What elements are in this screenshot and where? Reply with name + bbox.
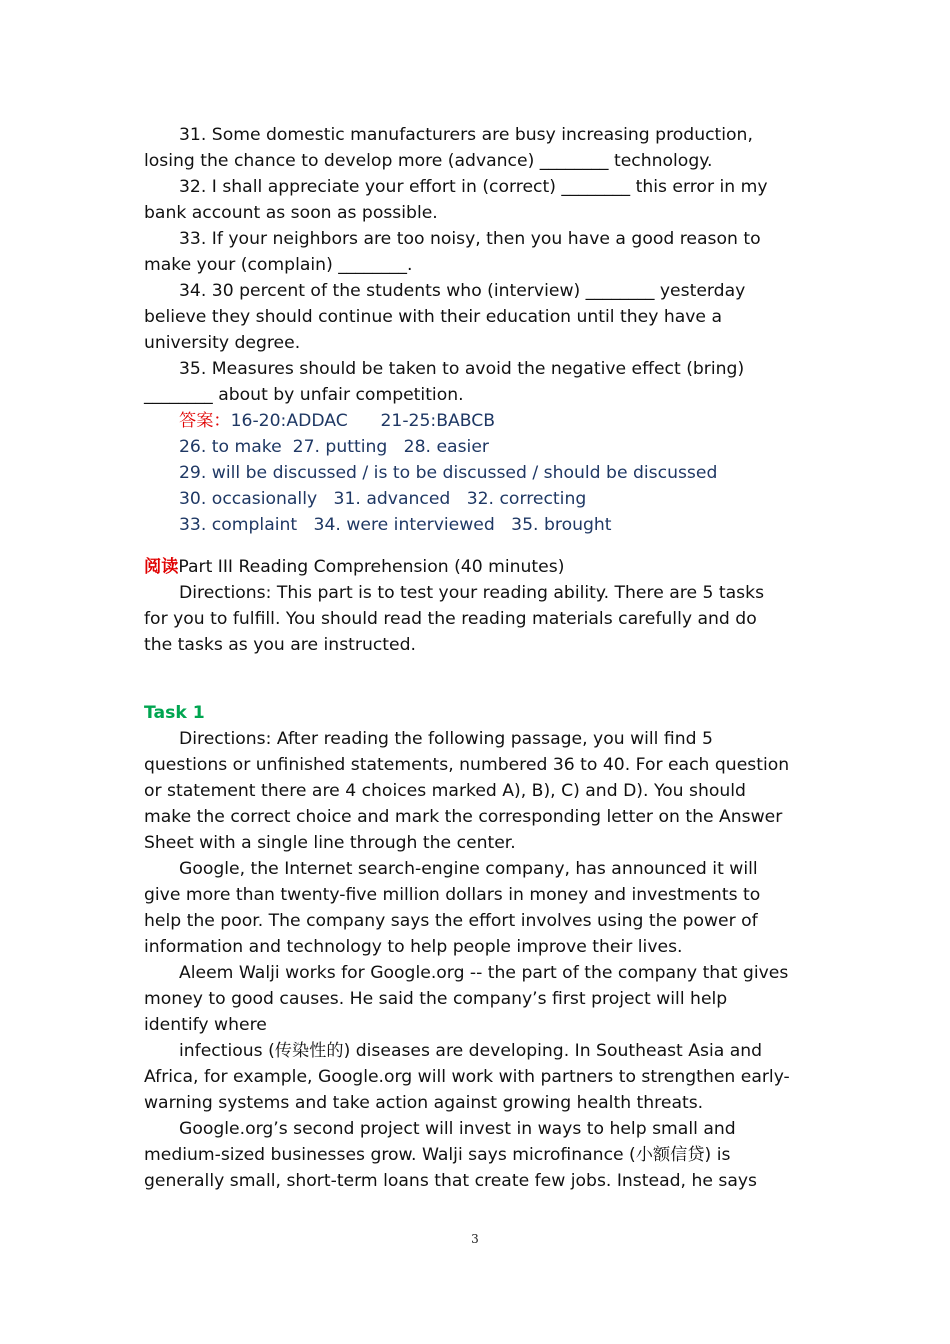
reading-directions-line-2: for you to fulfill. You should read the reading materials carefully and do: [144, 609, 757, 629]
task-1-directions-line-1: Directions: After reading the following passage, you will find 5: [179, 729, 713, 749]
question-34-line-2: believe they should continue with their education until they have a: [144, 307, 722, 327]
reading-label-cn: 阅读: [144, 557, 179, 577]
answer-key-line-1: [144, 408, 814, 434]
answer-key-line-3: 29. will be discussed / is to be discussed / should be discussed: [179, 463, 718, 483]
passage-para-2-line-1: Aleem Walji works for Google.org -- the part of the company that gives: [179, 963, 789, 983]
answer-label: 答案: [179, 411, 214, 431]
para-4-pre: medium-sized businesses grow. Walji says microfinance (: [144, 1145, 636, 1165]
task-1-directions-line-2: questions or unfinished statements, numbered 36 to 40. For each question: [144, 755, 790, 775]
task-1-directions-line-3: or statement there are 4 choices marked A), B), C) and D). You should: [144, 781, 746, 801]
task-1-directions-line-5: Sheet with a single line through the center.: [144, 833, 516, 853]
para-3-pre: infectious (: [179, 1041, 275, 1061]
passage-para-1-line-4: information and technology to help people improve their lives.: [144, 937, 683, 957]
task-1-heading: Task 1: [144, 703, 205, 723]
passage-para-3-line-2: Africa, for example, Google.org will work with partners to strengthen early-: [144, 1067, 790, 1087]
page-number: 3: [471, 1232, 479, 1246]
question-31-line-2: losing the chance to develop more (advance) ________ technology.: [144, 151, 713, 171]
reading-directions-line-3: the tasks as you are instructed.: [144, 635, 416, 655]
answer-key-line-4: 30. occasionally 31. advanced 32. correcting: [179, 489, 587, 509]
question-35-line-2: ________ about by unfair competition.: [144, 385, 464, 405]
spacer: [144, 538, 814, 554]
passage-para-1-line-1: Google, the Internet search-engine company, has announced it will: [179, 859, 758, 879]
question-32-line-2: bank account as soon as possible.: [144, 203, 438, 223]
para-4-cn-gloss: 小额信贷: [635, 1145, 705, 1165]
passage-para-4-line-1: Google.org’s second project will invest in ways to help small and: [179, 1119, 736, 1139]
passage-para-3-line-1: [144, 1038, 814, 1064]
passage-para-3-line-3: warning systems and take action against growing health threats.: [144, 1093, 704, 1113]
question-33-line-1: 33. If your neighbors are too noisy, then you have a good reason to: [179, 229, 761, 249]
question-34-line-3: university degree.: [144, 333, 301, 353]
question-31-line-1: 31. Some domestic manufacturers are busy increasing production,: [179, 125, 753, 145]
answer-key-text-1: 16-20:ADDAC 21-25:BABCB: [230, 411, 496, 431]
question-34-line-1: 34. 30 percent of the students who (interview) ________ yesterday: [179, 281, 746, 301]
question-35-line-1: 35. Measures should be taken to avoid the negative effect (bring): [179, 359, 745, 379]
spacer: [144, 658, 814, 700]
para-3-post: ) diseases are developing. In Southeast Asia and: [343, 1041, 763, 1061]
passage-para-1-line-3: help the poor. The company says the effort involves using the power of: [144, 911, 758, 931]
passage-para-4-line-3: generally small, short-term loans that create few jobs. Instead, he says: [144, 1171, 757, 1191]
task-1-directions-line-4: make the correct choice and mark the corresponding letter on the Answer: [144, 807, 783, 827]
answer-colon: ：: [213, 411, 231, 431]
reading-title-text: Part III Reading Comprehension (40 minutes): [178, 557, 565, 577]
answer-key-line-5: 33. complaint 34. were interviewed 35. brought: [179, 515, 612, 535]
document-body: [144, 122, 814, 1194]
para-3-cn-gloss: 传染性的: [274, 1041, 344, 1061]
answer-key-line-2: 26. to make 27. putting 28. easier: [179, 437, 489, 457]
passage-para-1-line-2: give more than twenty-five million dollars in money and investments to: [144, 885, 761, 905]
question-32-line-1: 32. I shall appreciate your effort in (correct) ________ this error in my: [179, 177, 768, 197]
para-4-post: ) is: [704, 1145, 731, 1165]
passage-para-4-line-2: [144, 1142, 814, 1168]
reading-section-title: [144, 554, 814, 580]
reading-directions-line-1: Directions: This part is to test your reading ability. There are 5 tasks: [179, 583, 765, 603]
passage-para-2-line-2: money to good causes. He said the company’s first project will help: [144, 989, 728, 1009]
question-33-line-2: make your (complain) ________.: [144, 255, 413, 275]
passage-para-2-line-3: identify where: [144, 1015, 267, 1035]
